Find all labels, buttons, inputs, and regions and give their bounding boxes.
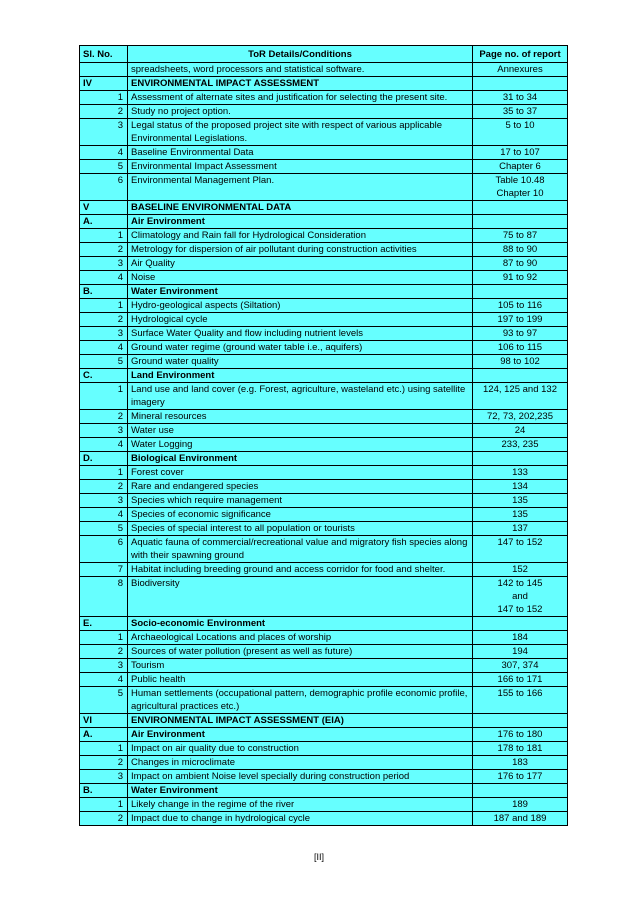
table-row <box>80 91 568 105</box>
cell-page <box>473 522 568 536</box>
cell-sl-no: 2 <box>80 812 128 826</box>
cell-sl-no: 1 <box>80 299 128 313</box>
cell-page <box>473 160 568 174</box>
cell-page <box>473 355 568 369</box>
table-row <box>80 659 568 673</box>
cell-details: Water Logging <box>128 438 473 452</box>
cell-sl-no: 3 <box>80 659 128 673</box>
cell-sl-no: C. <box>80 369 128 383</box>
table-row <box>80 243 568 257</box>
cell-page <box>473 383 568 410</box>
cell-page <box>473 480 568 494</box>
cell-details: Public health <box>128 673 473 687</box>
cell-details: Hydrological cycle <box>128 313 473 327</box>
cell-details: Environmental Impact Assessment <box>128 160 473 174</box>
cell-details: Tourism <box>128 659 473 673</box>
page-reference: Chapter 10 <box>496 188 544 199</box>
section-heading-row <box>80 452 568 466</box>
table-row <box>80 631 568 645</box>
cell-page <box>473 673 568 687</box>
cell-details: Aquatic fauna of commercial/recreational value and migratory fish species along with their spawning ground <box>128 536 473 563</box>
cell-sl-no: 3 <box>80 119 128 146</box>
table-row <box>80 480 568 494</box>
cell-page <box>473 63 568 77</box>
cell-page <box>473 201 568 215</box>
cell-details: Hydro-geological aspects (Siltation) <box>128 299 473 313</box>
cell-page <box>473 285 568 299</box>
table-row <box>80 327 568 341</box>
cell-sl-no: 5 <box>80 687 128 714</box>
cell-page <box>473 812 568 826</box>
section-heading-row <box>80 285 568 299</box>
cell-sl-no: B. <box>80 285 128 299</box>
cell-page <box>473 229 568 243</box>
cell-sl-no: 7 <box>80 563 128 577</box>
cell-page <box>473 728 568 742</box>
table-row <box>80 174 568 201</box>
cell-sl-no: 4 <box>80 341 128 355</box>
section-heading-row <box>80 784 568 798</box>
page-reference: 176 to 177 <box>497 771 543 782</box>
cell-sl-no: 3 <box>80 327 128 341</box>
cell-details: Study no project option. <box>128 105 473 119</box>
section-heading-row <box>80 714 568 728</box>
section-heading-row <box>80 728 568 742</box>
cell-sl-no: VI <box>80 714 128 728</box>
cell-page <box>473 714 568 728</box>
cell-details: Water Environment <box>128 285 473 299</box>
table-row <box>80 299 568 313</box>
page-reference: 187 and 189 <box>493 813 547 824</box>
table-row <box>80 410 568 424</box>
table-row <box>80 271 568 285</box>
page-reference: 106 to 115 <box>497 342 543 353</box>
section-heading-row <box>80 617 568 631</box>
page-reference: 189 <box>512 799 528 810</box>
page-reference: 155 to 166 <box>497 688 543 699</box>
page-reference: 147 to 152 <box>497 537 543 548</box>
cell-details: Ground water quality <box>128 355 473 369</box>
cell-sl-no: 1 <box>80 742 128 756</box>
cell-sl-no: 3 <box>80 494 128 508</box>
page-reference: 98 to 102 <box>500 356 540 367</box>
cell-sl-no: 3 <box>80 424 128 438</box>
page-reference: 233, 235 <box>501 439 539 450</box>
table-body <box>80 63 568 826</box>
cell-page <box>473 659 568 673</box>
section-heading-row <box>80 215 568 229</box>
cell-sl-no: B. <box>80 784 128 798</box>
page-reference: 91 to 92 <box>502 272 538 283</box>
table-row <box>80 119 568 146</box>
cell-page <box>473 563 568 577</box>
cell-details: Species of special interest to all population or tourists <box>128 522 473 536</box>
cell-details: Species which require management <box>128 494 473 508</box>
cell-details: Climatology and Rain fall for Hydrological Consideration <box>128 229 473 243</box>
page-reference: 183 <box>512 757 528 768</box>
page-reference: 35 to 37 <box>502 106 538 117</box>
page-reference: 93 to 97 <box>502 328 538 339</box>
cell-page <box>473 174 568 201</box>
cell-details: Socio-economic Environment <box>128 617 473 631</box>
cell-sl-no: A. <box>80 728 128 742</box>
table-row <box>80 146 568 160</box>
cell-sl-no: 5 <box>80 160 128 174</box>
page-reference: 134 <box>512 481 528 492</box>
cell-sl-no: 1 <box>80 91 128 105</box>
table-row <box>80 687 568 714</box>
page-reference: Table 10.48 <box>495 175 545 186</box>
cell-sl-no: 2 <box>80 480 128 494</box>
cell-details: BASELINE ENVIRONMENTAL DATA <box>128 201 473 215</box>
table-row <box>80 160 568 174</box>
cell-details: Forest cover <box>128 466 473 480</box>
cell-page <box>473 770 568 784</box>
cell-sl-no: 1 <box>80 466 128 480</box>
cell-details: Biological Environment <box>128 452 473 466</box>
cell-details: Noise <box>128 271 473 285</box>
table-row <box>80 563 568 577</box>
cell-details: Mineral resources <box>128 410 473 424</box>
table-row <box>80 466 568 480</box>
table-row <box>80 494 568 508</box>
table-row <box>80 522 568 536</box>
cell-details: Water Environment <box>128 784 473 798</box>
cell-page <box>473 536 568 563</box>
cell-page <box>473 577 568 617</box>
page-reference: 75 to 87 <box>502 230 538 241</box>
table-row <box>80 63 568 77</box>
cell-sl-no: IV <box>80 77 128 91</box>
page-reference: 166 to 171 <box>497 674 543 685</box>
page-reference: 88 to 90 <box>502 244 538 255</box>
cell-sl-no: V <box>80 201 128 215</box>
cell-sl-no: 5 <box>80 355 128 369</box>
page-reference: 17 to 107 <box>500 147 540 158</box>
cell-sl-no: 2 <box>80 645 128 659</box>
page-reference: 24 <box>514 425 526 436</box>
cell-page <box>473 257 568 271</box>
cell-page <box>473 341 568 355</box>
table-row <box>80 341 568 355</box>
cell-page <box>473 91 568 105</box>
cell-details: Water use <box>128 424 473 438</box>
page-reference: 133 <box>512 467 528 478</box>
cell-sl-no <box>80 63 128 77</box>
cell-details: Air Quality <box>128 257 473 271</box>
cell-sl-no: A. <box>80 215 128 229</box>
cell-details: ENVIRONMENTAL IMPACT ASSESSMENT (EIA) <box>128 714 473 728</box>
cell-page <box>473 299 568 313</box>
cell-page <box>473 119 568 146</box>
cell-details: Archaeological Locations and places of worship <box>128 631 473 645</box>
cell-sl-no: E. <box>80 617 128 631</box>
cell-sl-no: 6 <box>80 536 128 563</box>
cell-page <box>473 313 568 327</box>
cell-details: Air Environment <box>128 215 473 229</box>
page-reference: 152 <box>512 564 528 575</box>
cell-page <box>473 494 568 508</box>
cell-details: Likely change in the regime of the river <box>128 798 473 812</box>
page-reference: 197 to 199 <box>497 314 543 325</box>
cell-page <box>473 756 568 770</box>
table-row <box>80 812 568 826</box>
cell-sl-no: 4 <box>80 508 128 522</box>
cell-details: Land use and land cover (e.g. Forest, agriculture, wasteland etc.) using satellite imagery <box>128 383 473 410</box>
cell-sl-no: 3 <box>80 770 128 784</box>
page-reference: 178 to 181 <box>497 743 543 754</box>
page-reference: 5 to 10 <box>505 120 535 131</box>
cell-details: Human settlements (occupational pattern, demographic profile economic profile, agricultural practices etc.) <box>128 687 473 714</box>
table-row <box>80 756 568 770</box>
table-row <box>80 313 568 327</box>
page-reference: 176 to 180 <box>497 729 543 740</box>
cell-page <box>473 77 568 91</box>
cell-details: Species of economic significance <box>128 508 473 522</box>
page-reference: Chapter 6 <box>499 161 541 172</box>
table-row <box>80 438 568 452</box>
cell-page <box>473 645 568 659</box>
cell-sl-no: 1 <box>80 229 128 243</box>
cell-page <box>473 466 568 480</box>
cell-sl-no: 3 <box>80 257 128 271</box>
table-row <box>80 798 568 812</box>
cell-details: Assessment of alternate sites and justification for selecting the present site. <box>128 91 473 105</box>
page-number: [II] <box>313 852 324 862</box>
section-heading-row <box>80 369 568 383</box>
table-row <box>80 229 568 243</box>
cell-details: Impact due to change in hydrological cycle <box>128 812 473 826</box>
cell-page <box>473 146 568 160</box>
cell-details: Rare and endangered species <box>128 480 473 494</box>
table-row <box>80 645 568 659</box>
table-row <box>80 673 568 687</box>
page-reference: 307, 374 <box>501 660 539 671</box>
section-heading-row <box>80 201 568 215</box>
page-reference: 105 to 116 <box>497 300 543 311</box>
cell-details: ENVIRONMENTAL IMPACT ASSESSMENT <box>128 77 473 91</box>
cell-sl-no: 4 <box>80 438 128 452</box>
page-reference: 31 to 34 <box>502 92 538 103</box>
page-reference: 135 <box>512 509 528 520</box>
cell-sl-no: 4 <box>80 673 128 687</box>
table-row <box>80 536 568 563</box>
cell-page <box>473 271 568 285</box>
cell-sl-no: 5 <box>80 522 128 536</box>
page-reference: 194 <box>512 646 528 657</box>
cell-page <box>473 452 568 466</box>
cell-sl-no: 1 <box>80 798 128 812</box>
cell-page <box>473 215 568 229</box>
header-page: Page no. of report <box>473 46 568 63</box>
section-heading-row <box>80 77 568 91</box>
cell-sl-no: 2 <box>80 313 128 327</box>
page-reference: 142 to 145 <box>497 578 543 589</box>
cell-page <box>473 798 568 812</box>
tor-compliance-table <box>79 45 568 826</box>
table-row <box>80 355 568 369</box>
cell-details: Surface Water Quality and flow including nutrient levels <box>128 327 473 341</box>
table-row <box>80 577 568 617</box>
cell-page <box>473 369 568 383</box>
cell-page <box>473 617 568 631</box>
cell-sl-no: 2 <box>80 410 128 424</box>
page-reference: Annexures <box>497 64 543 75</box>
cell-page <box>473 424 568 438</box>
cell-details: Habitat including breeding ground and access corridor for food and shelter. <box>128 563 473 577</box>
cell-details: Baseline Environmental Data <box>128 146 473 160</box>
cell-details: Impact on air quality due to construction <box>128 742 473 756</box>
cell-sl-no: 1 <box>80 383 128 410</box>
cell-sl-no: D. <box>80 452 128 466</box>
cell-sl-no: 2 <box>80 243 128 257</box>
cell-sl-no: 1 <box>80 631 128 645</box>
cell-details: Environmental Management Plan. <box>128 174 473 201</box>
page-reference: and <box>512 591 528 602</box>
cell-details: Air Environment <box>128 728 473 742</box>
cell-page <box>473 687 568 714</box>
cell-sl-no: 4 <box>80 271 128 285</box>
cell-page <box>473 327 568 341</box>
cell-details: Sources of water pollution (present as well as future) <box>128 645 473 659</box>
cell-details: Legal status of the proposed project site with respect of various applicable Environmental Legislations. <box>128 119 473 146</box>
table-row <box>80 770 568 784</box>
cell-page <box>473 410 568 424</box>
table-row <box>80 105 568 119</box>
cell-details: Metrology for dispersion of air pollutant during construction activities <box>128 243 473 257</box>
table-row <box>80 742 568 756</box>
cell-sl-no: 6 <box>80 174 128 201</box>
table-row <box>80 424 568 438</box>
cell-page <box>473 784 568 798</box>
page-reference: 184 <box>512 632 528 643</box>
cell-sl-no: 4 <box>80 146 128 160</box>
page-reference: 72, 73, 202,235 <box>486 411 554 422</box>
header-sl-no: Sl. No. <box>80 46 128 63</box>
page-reference: 87 to 90 <box>502 258 538 269</box>
cell-details: spreadsheets, word processors and statistical software. <box>128 63 473 77</box>
cell-page <box>473 438 568 452</box>
table-row <box>80 508 568 522</box>
cell-details: Ground water regime (ground water table i.e., aquifers) <box>128 341 473 355</box>
page-reference: 147 to 152 <box>497 604 543 615</box>
page-reference: 124, 125 and 132 <box>483 384 557 395</box>
cell-sl-no: 2 <box>80 105 128 119</box>
cell-details: Changes in microclimate <box>128 756 473 770</box>
table-row <box>80 383 568 410</box>
cell-page <box>473 105 568 119</box>
table-row <box>80 257 568 271</box>
cell-details: Land Environment <box>128 369 473 383</box>
header-details: ToR Details/Conditions <box>128 46 473 63</box>
page-reference: 137 <box>512 523 528 534</box>
cell-details: Biodiversity <box>128 577 473 617</box>
cell-page <box>473 742 568 756</box>
table-header-row <box>80 46 568 63</box>
cell-sl-no: 8 <box>80 577 128 617</box>
cell-page <box>473 243 568 257</box>
page-reference: 135 <box>512 495 528 506</box>
cell-details: Impact on ambient Noise level specially during construction period <box>128 770 473 784</box>
cell-page <box>473 631 568 645</box>
cell-sl-no: 2 <box>80 756 128 770</box>
cell-page <box>473 508 568 522</box>
